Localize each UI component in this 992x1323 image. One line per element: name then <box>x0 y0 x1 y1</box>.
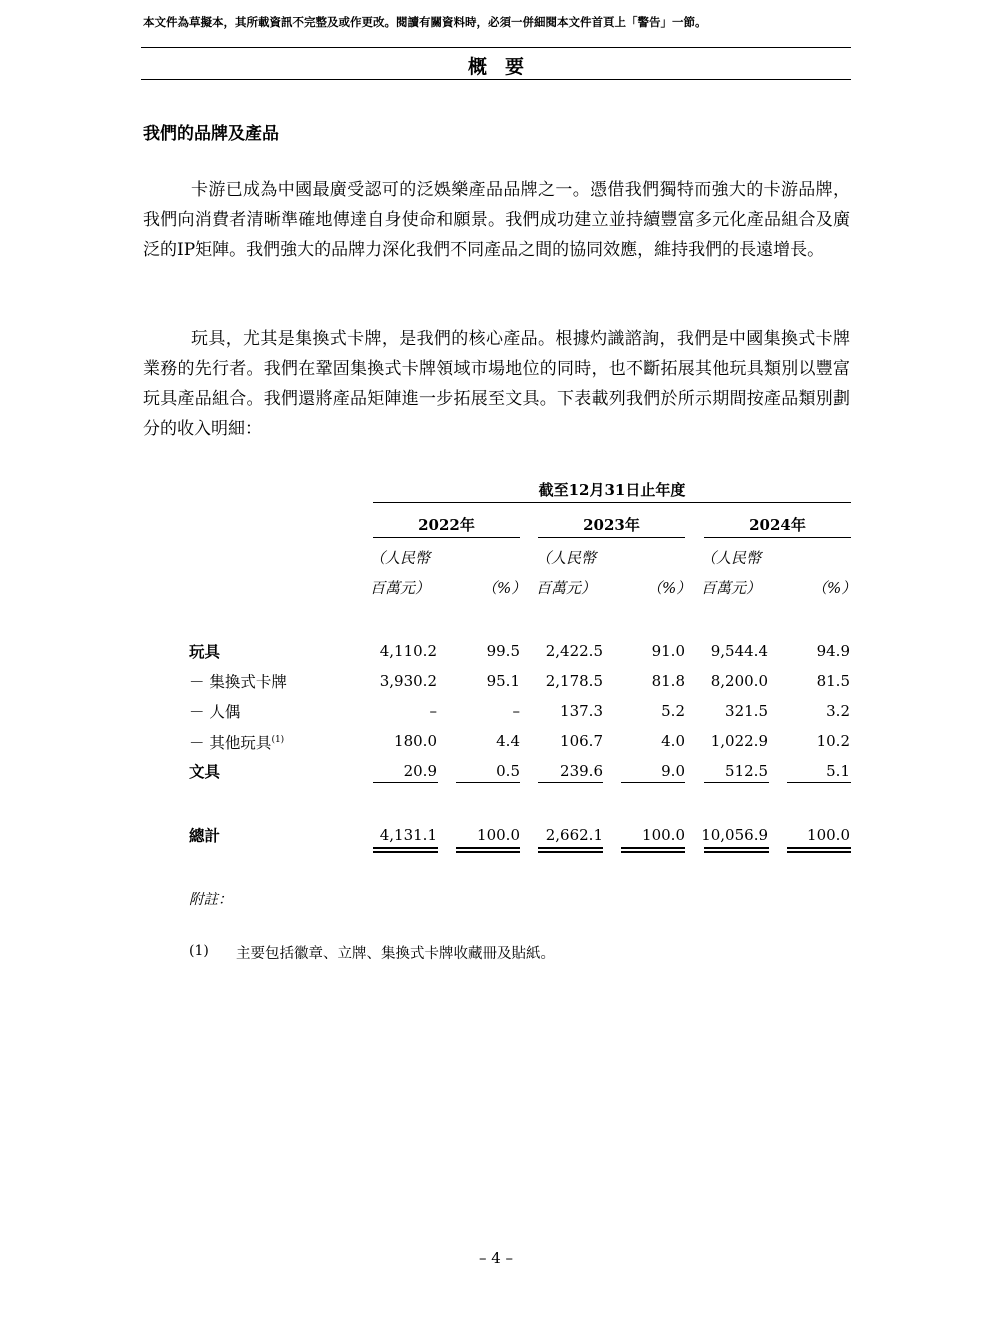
unit-amount-line1: （人民幣 <box>370 549 431 567</box>
unit-amount-line1: （人民幣 <box>701 549 762 567</box>
table-group-header: 截至12月31日止年度 <box>538 481 686 499</box>
unit-pct-2023: （%） <box>647 579 692 597</box>
cell: 91.0 <box>651 642 685 660</box>
total-double-rule <box>456 847 520 853</box>
cell: 99.5 <box>486 642 520 660</box>
total-double-rule <box>621 847 685 853</box>
year-rule-2024 <box>704 537 851 538</box>
header-rule-top <box>141 47 851 48</box>
unit-pct-2024: （%） <box>812 579 857 597</box>
footnote-marker: (1) <box>271 734 285 745</box>
year-rule-2022 <box>373 537 520 538</box>
subtotal-rule <box>621 782 685 783</box>
header-rule-bottom <box>141 79 851 80</box>
row-label-other-toys-text: － 其他玩具 <box>189 734 272 752</box>
unit-amount-line2: 百萬元） <box>701 579 762 597</box>
cell: 9,544.4 <box>710 642 768 660</box>
cell: 5.1 <box>826 762 850 780</box>
cell: 20.9 <box>403 762 437 780</box>
cell: 10.2 <box>816 732 850 750</box>
subtotal-rule <box>538 782 603 783</box>
total-cell: 4,131.1 <box>379 826 437 844</box>
notes-label: 附註： <box>189 892 233 908</box>
unit-amount-2024 <box>701 543 761 603</box>
total-cell: 100.0 <box>477 826 520 844</box>
subtotal-rule <box>704 782 769 783</box>
row-label-figures: － 人偶 <box>189 703 241 721</box>
cell: 137.3 <box>560 702 603 720</box>
year-2022: 2022年 <box>418 516 475 534</box>
unit-amount-2023 <box>536 543 596 603</box>
cell: 106.7 <box>560 732 603 750</box>
year-2023: 2023年 <box>583 516 640 534</box>
cell: 2,178.5 <box>545 672 603 690</box>
cell: 4,110.2 <box>379 642 437 660</box>
total-cell: 10,056.9 <box>701 826 768 844</box>
cell: – <box>429 702 437 720</box>
cell: 8,200.0 <box>710 672 768 690</box>
cell: 9.0 <box>661 762 685 780</box>
cell: 180.0 <box>394 732 437 750</box>
draft-disclaimer: 本文件為草擬本，其所載資訊不完整及或作更改。閱讀有關資料時，必須一併細閱本文件首頁上「警告」一節。 <box>143 15 707 29</box>
total-double-rule <box>538 847 603 853</box>
cell: 321.5 <box>725 702 768 720</box>
cell: 0.5 <box>496 762 520 780</box>
section-heading: 我們的品牌及產品 <box>143 124 279 144</box>
subtotal-rule <box>787 782 851 783</box>
total-cell: 100.0 <box>807 826 850 844</box>
cell: 512.5 <box>725 762 768 780</box>
subtotal-rule <box>456 782 520 783</box>
page-number: – 4 – <box>478 1249 514 1267</box>
paragraph-products: 玩具，尤其是集換式卡牌，是我們的核心產品。根據灼識諮詢，我們是中國集換式卡牌業務的先行者。我們在鞏固集換式卡牌領域市場地位的同時，也不斷拓展其他玩具類別以豐富玩具產品組合。我們還將產品矩陣進一步拓展至文具。下表載列我們於所示期間按產品類別劃分的收入明細： <box>143 329 850 439</box>
cell: 81.8 <box>651 672 685 690</box>
cell: 2,422.5 <box>545 642 603 660</box>
total-double-rule <box>787 847 851 853</box>
footnote-text: 主要包括徽章、立牌、集換式卡牌收藏冊及貼紙。 <box>236 946 555 962</box>
cell: 95.1 <box>486 672 520 690</box>
row-label-stationery: 文具 <box>189 763 221 781</box>
cell: 5.2 <box>661 702 685 720</box>
row-label-other-toys <box>189 731 284 753</box>
cell: 94.9 <box>816 642 850 660</box>
cell: 4.0 <box>661 732 685 750</box>
cell: 3.2 <box>826 702 850 720</box>
row-label-total: 總計 <box>189 827 221 845</box>
cell: 3,930.2 <box>379 672 437 690</box>
section-title: 概要 <box>467 56 542 78</box>
unit-amount-line1: （人民幣 <box>536 549 597 567</box>
total-double-rule <box>704 847 769 853</box>
group-header-rule <box>373 502 851 503</box>
unit-amount-line2: 百萬元） <box>536 579 597 597</box>
cell: 4.4 <box>496 732 520 750</box>
cell: 1,022.9 <box>710 732 768 750</box>
cell: – <box>512 702 520 720</box>
total-cell: 100.0 <box>642 826 685 844</box>
total-cell: 2,662.1 <box>545 826 603 844</box>
year-rule-2023 <box>538 537 685 538</box>
subtotal-rule <box>373 782 438 783</box>
row-label-toys: 玩具 <box>189 643 221 661</box>
cell: 81.5 <box>816 672 850 690</box>
footnote-number: (1) <box>189 943 209 959</box>
unit-amount-2022 <box>370 543 430 603</box>
total-double-rule <box>373 847 438 853</box>
unit-amount-line2: 百萬元） <box>370 579 431 597</box>
paragraph-brand: 卡游已成為中國最廣受認可的泛娛樂產品品牌之一。憑借我們獨特而強大的卡游品牌，我們向消費者清晰準確地傳達自身使命和願景。我們成功建立並持續豐富多元化產品組合及廣泛的IP矩陣。我們強大的品牌力深化我們不同產品之間的協同效應，維持我們的長遠增長。 <box>143 180 850 260</box>
unit-pct-2022: （%） <box>482 579 527 597</box>
cell: 239.6 <box>560 762 603 780</box>
year-2024: 2024年 <box>749 516 806 534</box>
row-label-tcg: － 集換式卡牌 <box>189 673 287 691</box>
